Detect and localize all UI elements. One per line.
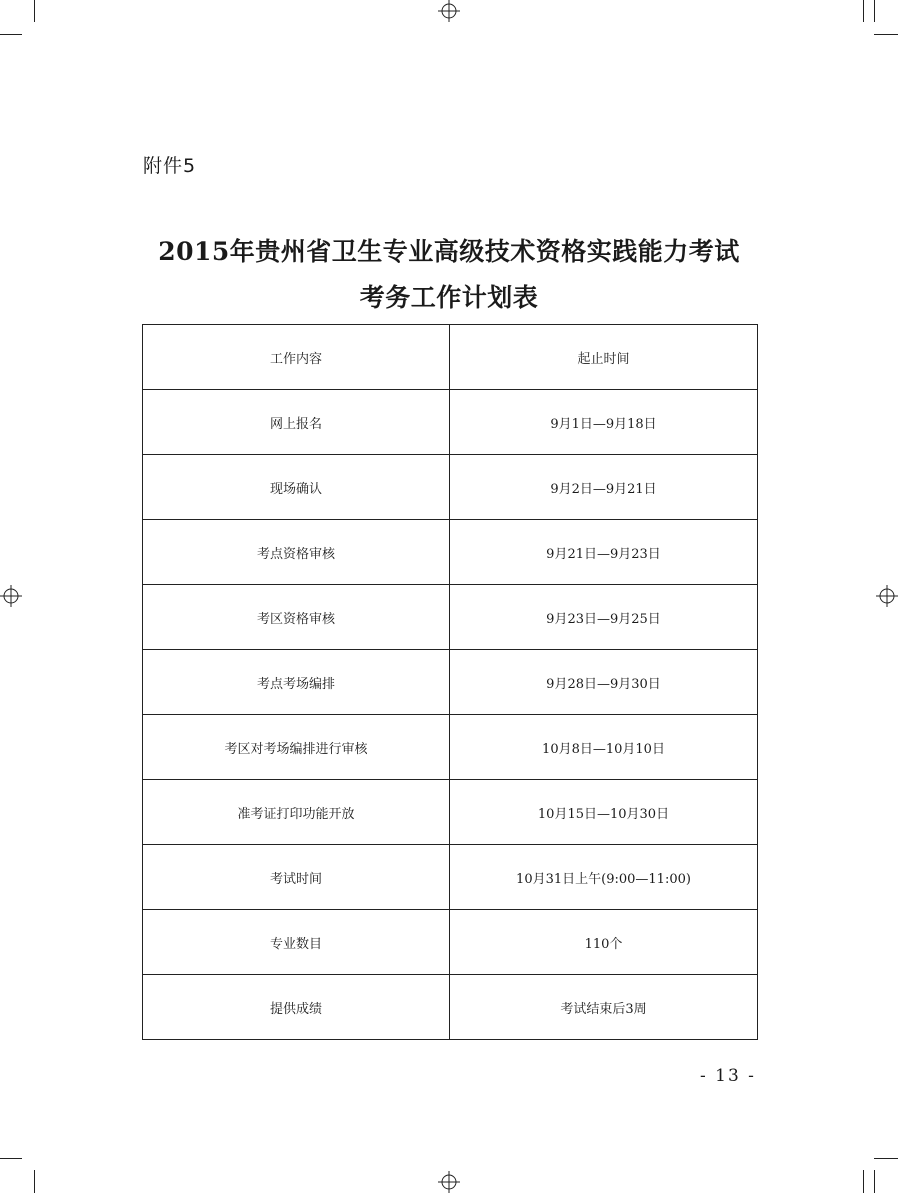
task-cell: 考区对考场编排进行审核 (143, 715, 450, 780)
crop-mark-tr-v (863, 0, 864, 22)
table-header-row (143, 325, 758, 390)
period-cell: 10月31日上午(9:00—11:00) (450, 845, 758, 910)
period-cell: 110个 (450, 910, 758, 975)
crop-mark-bl-h (0, 1158, 22, 1159)
crop-mark-br-h (874, 1158, 898, 1159)
period-cell: 9月2日—9月21日 (450, 455, 758, 520)
crop-mark-tl-h (0, 34, 22, 35)
page-number: - 13 - (700, 1066, 756, 1086)
crop-mark-br-v (863, 1170, 864, 1193)
task-cell: 考点考场编排 (143, 650, 450, 715)
document-title-line1: 2015年贵州省卫生专业高级技术资格实践能力考试 (158, 237, 740, 266)
task-cell: 提供成绩 (143, 975, 450, 1040)
crop-mark-tr-v2 (874, 0, 875, 22)
task-cell: 网上报名 (143, 390, 450, 455)
registration-mark-left-icon (0, 585, 22, 607)
crop-mark-br-v2 (874, 1170, 875, 1193)
document-title-line2: 考务工作计划表 (359, 283, 539, 312)
crop-mark-bl-v (34, 1170, 35, 1193)
task-cell: 现场确认 (143, 455, 450, 520)
table-row (143, 585, 758, 650)
period-cell: 10月8日—10月10日 (450, 715, 758, 780)
period-cell: 9月21日—9月23日 (450, 520, 758, 585)
table-row (143, 845, 758, 910)
task-cell: 考点资格审核 (143, 520, 450, 585)
crop-mark-tr-h (874, 34, 898, 35)
table-row (143, 780, 758, 845)
period-cell: 9月28日—9月30日 (450, 650, 758, 715)
period-cell: 10月15日—10月30日 (450, 780, 758, 845)
registration-mark-bottom-icon (438, 1171, 460, 1193)
period-cell: 9月23日—9月25日 (450, 585, 758, 650)
table-row (143, 390, 758, 455)
attachment-label: 附件5 (143, 155, 197, 177)
header-cell-period: 起止时间 (450, 325, 758, 390)
table-row (143, 520, 758, 585)
task-cell: 考区资格审核 (143, 585, 450, 650)
header-cell-task: 工作内容 (143, 325, 450, 390)
table-row (143, 455, 758, 520)
table-row (143, 650, 758, 715)
crop-mark-tl-v (34, 0, 35, 22)
registration-mark-top-icon (438, 0, 460, 22)
table-row (143, 975, 758, 1040)
table-row (143, 910, 758, 975)
table-row (143, 715, 758, 780)
period-cell: 9月1日—9月18日 (450, 390, 758, 455)
task-cell: 专业数目 (143, 910, 450, 975)
schedule-table (142, 324, 758, 1040)
registration-mark-right-icon (876, 585, 898, 607)
period-cell: 考试结束后3周 (450, 975, 758, 1040)
task-cell: 考试时间 (143, 845, 450, 910)
task-cell: 准考证打印功能开放 (143, 780, 450, 845)
